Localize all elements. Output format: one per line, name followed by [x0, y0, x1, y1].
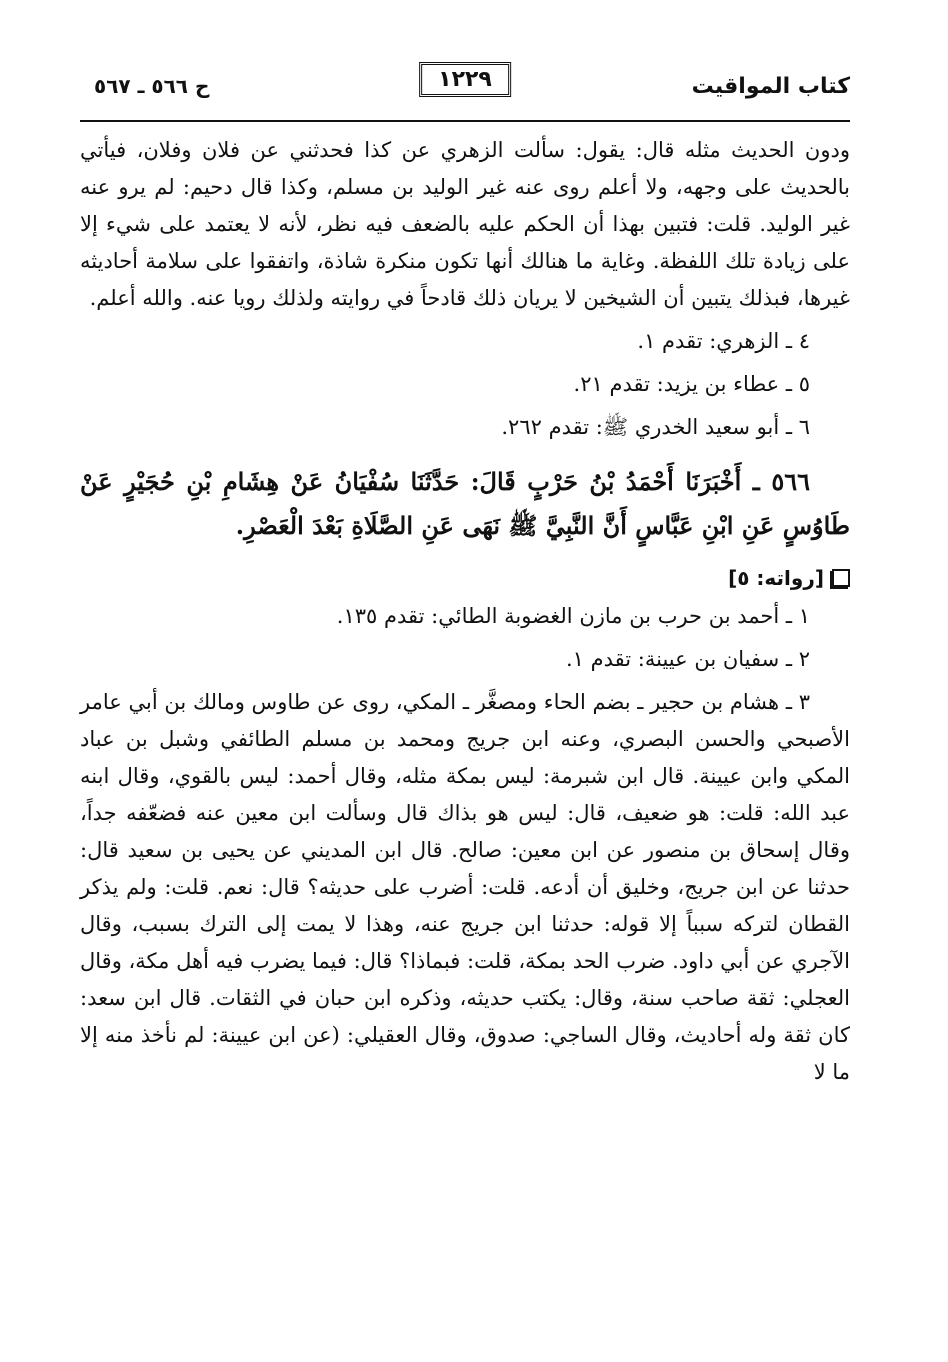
- narrators-heading: [80, 566, 850, 590]
- book-title: كتاب المواقيت: [691, 74, 850, 99]
- list-item: ١ ـ أحمد بن حرب بن مازن الغضوبة الطائي: تقدم ١٣٥.: [336, 604, 810, 628]
- intro-paragraph: ودون الحديث مثله قال: يقول: سألت الزهري عن كذا فحدثني عن فلان وفلان، فيأتي بالحديث على وجهه، ولا أعلم روى عنه غير الوليد بن مسلم، وكذا قال دحيم: لم يرو عنه غير الوليد. قلت: فتبين بهذا أن الحكم عليه بالضعف فيه نظر، لأنه لا يعتمد على شيء إلا على زيادة تلك اللفظة. وغاية ما هنالك أنها تكون منكرة شاذة، واتفقوا على سلامة أحاديثه غيرها، فبذلك يتبين أن الشيخين لا يريان ذلك قادحاً في روايته ولذلك رويا عنه. والله أعلم.: [80, 138, 850, 310]
- narrators-list: [80, 598, 850, 678]
- page: [80, 60, 850, 1340]
- list-item: ٤ ـ الزهري: تقدم ١.: [637, 329, 810, 353]
- square-bullet-icon: [832, 569, 850, 587]
- hadith-text: ٥٦٦ ـ أَخْبَرَنَا أَحْمَدُ بْنُ حَرْبٍ قَالَ: حَدَّثَنَا سُفْيَانُ عَنْ هِشَامِ بْنِ حُجَيْرٍ عَنْ طَاوُسٍ عَنِ ابْنِ عَبَّاسٍ أَنَّ النَّبِيَّ ﷺ نَهَى عَنِ الصَّلَاةِ بَعْدَ الْعَصْرِ.: [80, 467, 850, 540]
- narrator-biography: ٣ ـ هشام بن حجير ـ بضم الحاء ومصغَّر ـ المكي، روى عن طاوس ومالك بن أبي عامر الأصبحي والحسن البصري، وعنه ابن جريج ومحمد بن مسلم الطائفي وشبل بن عباد المكي وابن عيينة. قال ابن شبرمة: ليس بمكة مثله، وقال أحمد: ليس بالقوي، وقال ابنه عبد الله: قلت: هو ضعيف، قال: ليس هو بذاك قال وسألت ابن معين عنه فضعّفه جداً، وقال إسحاق بن منصور عن ابن معين: صالح. قال ابن المديني عن يحيى بن سعيد قال: حدثنا عن ابن جريج، وخليق أن أدعه. قلت: أضرب على حديثه؟ قال: نعم. قلت: ولم يذكر القطان لتركه سبباً إلا قوله: حدثنا ابن جريج عنه، وهذا لا يمت إلى الترك بسبب، وقال الآجري عن أبي داود. ضرب الحد بمكة، قلت: فبماذا؟ قال: فيما يضرب فيه أهل مكة، وقال العجلي: ثقة صاحب سنة، وقال: يكتب حديثه، وذكره ابن حبان في الثقات. قال ابن سعد: كان ثقة وله أحاديث، وقال الساجي: صدوق، وقال العقيلي: (عن ابن عيينة: لم نأخذ منه إلا ما لا: [80, 690, 850, 1084]
- header-rule: [80, 120, 850, 122]
- hadith-range: ح ٥٦٦ ـ ٥٦٧: [94, 74, 210, 98]
- list-item: ٥ ـ عطاء بن يزيد: تقدم ٢١.: [573, 372, 810, 396]
- narrators-heading-label: [رواته: ٥]: [728, 566, 824, 590]
- list-item: ٦ ـ أبو سعيد الخدري ﷺ: تقدم ٢٦٢.: [501, 415, 810, 439]
- page-header: [80, 60, 850, 114]
- list-item: ٢ ـ سفيان بن عيينة: تقدم ١.: [565, 647, 810, 671]
- page-number: ١٢٢٩: [419, 62, 511, 97]
- prev-narrators-list: [80, 323, 850, 446]
